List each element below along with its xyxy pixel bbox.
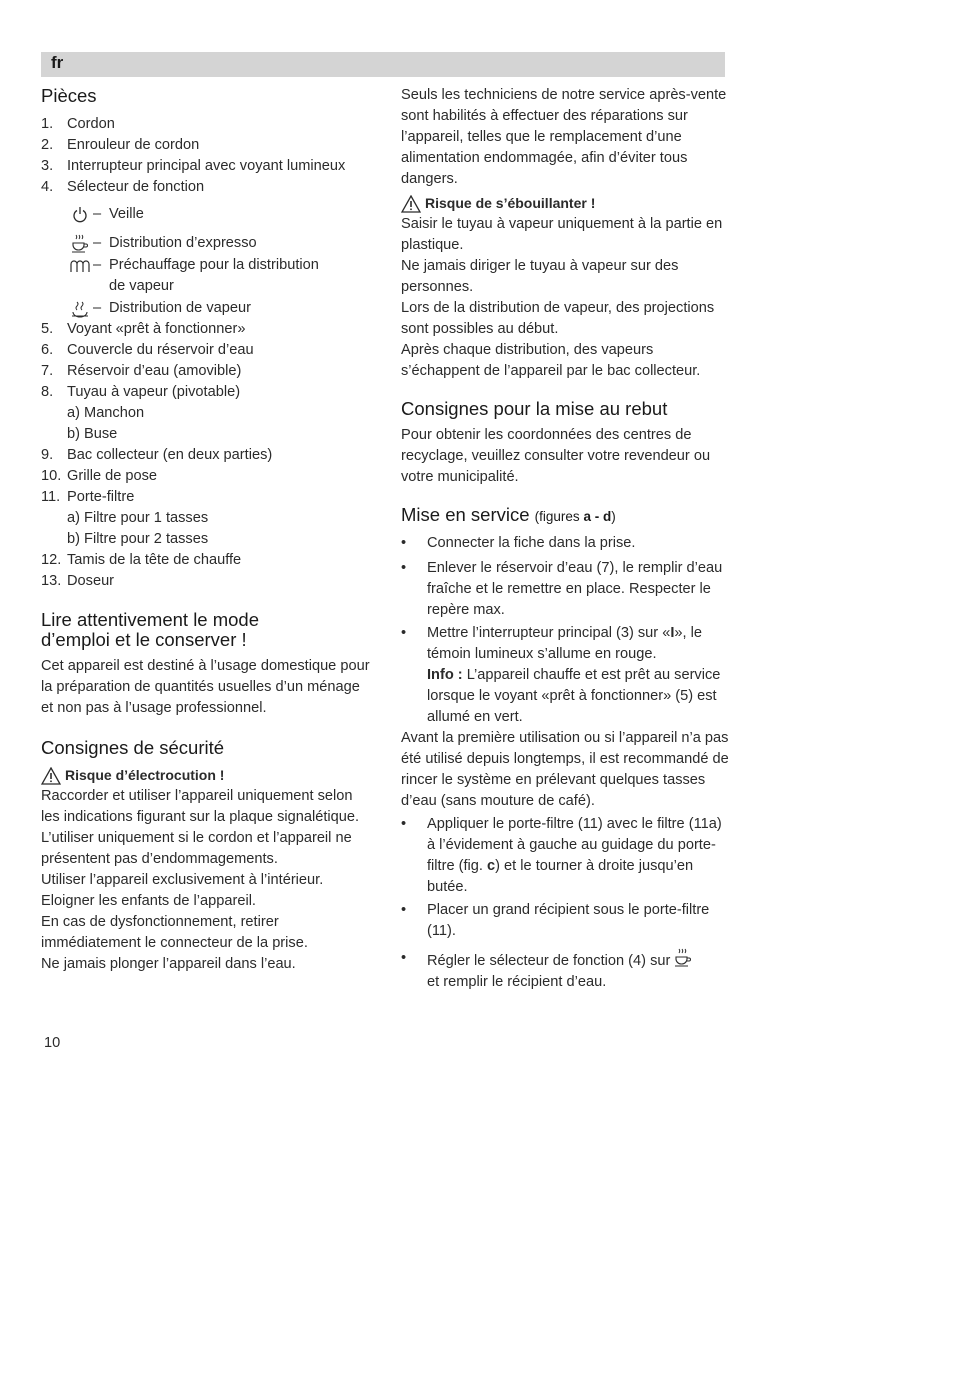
safety-line: Raccorder et utiliser l’appareil uniquement selon les indications figurant sur la plaque signalétique.	[41, 788, 360, 825]
symbol-row: – Distribution de vapeur	[41, 298, 371, 319]
espresso-cup-icon	[674, 948, 692, 968]
parts-list	[41, 114, 371, 198]
sub-item: b) Filtre pour 2 tasses	[67, 531, 209, 547]
right-column	[401, 85, 731, 993]
list-item: 7. Réservoir d’eau (amovible)	[41, 363, 242, 379]
language-bar	[41, 52, 725, 77]
safety-line: L’utiliser uniquement si le cordon et l’appareil ne présentent pas d’endommagements.	[41, 830, 352, 867]
safety-line: Eloigner les enfants de l’appareil.	[41, 893, 256, 909]
page-number: 10	[44, 1035, 61, 1051]
startup-heading: Mise en service (figures a - d)	[401, 504, 616, 525]
disposal-heading: Consignes pour la mise au rebut	[401, 398, 668, 419]
espresso-cup-icon	[67, 233, 93, 254]
list-item: 2. Enrouleur de cordon	[41, 137, 200, 153]
safety-line: En cas de dysfonctionnement, retirer immédiatement le connecteur de la prise.	[41, 914, 308, 951]
symbol-row: – Distribution d’expresso	[41, 233, 371, 254]
disposal-text: Pour obtenir les coordonnées des centres de recyclage, veuillez consulter votre revendeur ou votre municipalité.	[401, 427, 711, 485]
pieces-heading: Pièces	[41, 85, 97, 106]
list-item: 4. Sélecteur de fonction	[41, 179, 205, 195]
symbol-row: – Veille	[41, 204, 371, 225]
list-item: • Appliquer le porte-filtre (11) avec le filtre (11a) à l’évidement à gauche au guidage du porte-filtre (fig. c) et le tourner à droite jusqu’en butée.	[401, 816, 722, 895]
scald-warning: Risque de s’ébouillanter !	[401, 193, 731, 214]
list-item: 12. Tamis de la tête de chauffe	[41, 552, 242, 568]
list-item: • Régler le sélecteur de fonction (4) sur et remplir le récipient d’eau.	[401, 948, 731, 993]
burn-line: Après chaque distribution, des vapeurs s’échappent de l’appareil par le bac collecteur.	[401, 342, 701, 379]
sub-item: b) Buse	[67, 426, 118, 442]
first-use-text: Avant la première utilisation ou si l’appareil n’a pas été utilisé depuis longtemps, il est recommandé de rincer le système en prélevant quelques tasses d’eau (sans mouture de café).	[401, 730, 729, 809]
burn-line: Lors de la distribution de vapeur, des projections sont possibles au début.	[401, 300, 715, 337]
power-icon	[67, 204, 93, 225]
list-item: 10. Grille de pose	[41, 468, 158, 484]
list-item: 3. Interrupteur principal avec voyant lumineux	[41, 158, 346, 174]
list-item: 5. Voyant «prêt à fonctionner»	[41, 321, 246, 337]
burn-line: Saisir le tuyau à vapeur uniquement à la partie en plastique.	[401, 216, 723, 253]
steam-icon	[67, 298, 93, 319]
list-item: 13. Doseur	[41, 573, 115, 589]
service-text: Seuls les techniciens de notre service après-vente sont habilités à effectuer des réparations sur l’appareil, telles que le remplacement d’une alimentation endommagée, afin d’éviter tous dangers.	[401, 87, 727, 187]
preheat-coil-icon	[67, 255, 93, 276]
list-item: 6. Couvercle du réservoir d’eau	[41, 342, 254, 358]
list-item: 9. Bac collecteur (en deux parties)	[41, 447, 273, 463]
left-column	[41, 85, 371, 975]
read-manual-text: Cet appareil est destiné à l’usage domestique pour la préparation de quantités usuelles d’un ménage et non pas à l’usage professionnel.	[41, 658, 370, 716]
symbol-row: – Préchauffage pour la distribution de vapeur	[41, 255, 371, 297]
list-item: 11. Porte-filtre	[41, 489, 135, 505]
list-item: 1. Cordon	[41, 116, 115, 132]
safety-heading: Consignes de sécurité	[41, 737, 225, 758]
function-symbols	[41, 204, 371, 319]
burn-line: Ne jamais diriger le tuyau à vapeur sur des personnes.	[401, 258, 679, 295]
list-item: 8. Tuyau à vapeur (pivotable)	[41, 384, 241, 400]
list-item: • Enlever le réservoir d’eau (7), le remplir d’eau fraîche et le remettre en place. Respecter le repère max.	[401, 560, 723, 618]
list-item: • Placer un grand récipient sous le porte-filtre (11).	[401, 902, 710, 939]
warning-icon	[401, 195, 421, 213]
language-code: fr	[51, 53, 64, 72]
electrocution-warning: Risque d’électrocution !	[41, 765, 371, 786]
read-manual-heading: Lire attentivement le mode d’emploi et le conserver !	[41, 609, 260, 650]
warning-icon	[41, 767, 61, 785]
parts-list-continued	[41, 319, 371, 592]
sub-item: a) Filtre pour 1 tasses	[67, 510, 209, 526]
sub-item: a) Manchon	[67, 405, 145, 421]
list-item: • Mettre l’interrupteur principal (3) sur «I», le témoin lumineux s’allume en rouge. Info : L’appareil chauffe et est prêt au service lorsque le voyant «prêt à fonctionner» (5) est allumé en vert.	[401, 625, 721, 725]
safety-line: Ne jamais plonger l’appareil dans l’eau.	[41, 956, 296, 972]
safety-line: Utiliser l’appareil exclusivement à l’intérieur.	[41, 872, 324, 888]
list-item: • Connecter la fiche dans la prise.	[401, 535, 636, 551]
